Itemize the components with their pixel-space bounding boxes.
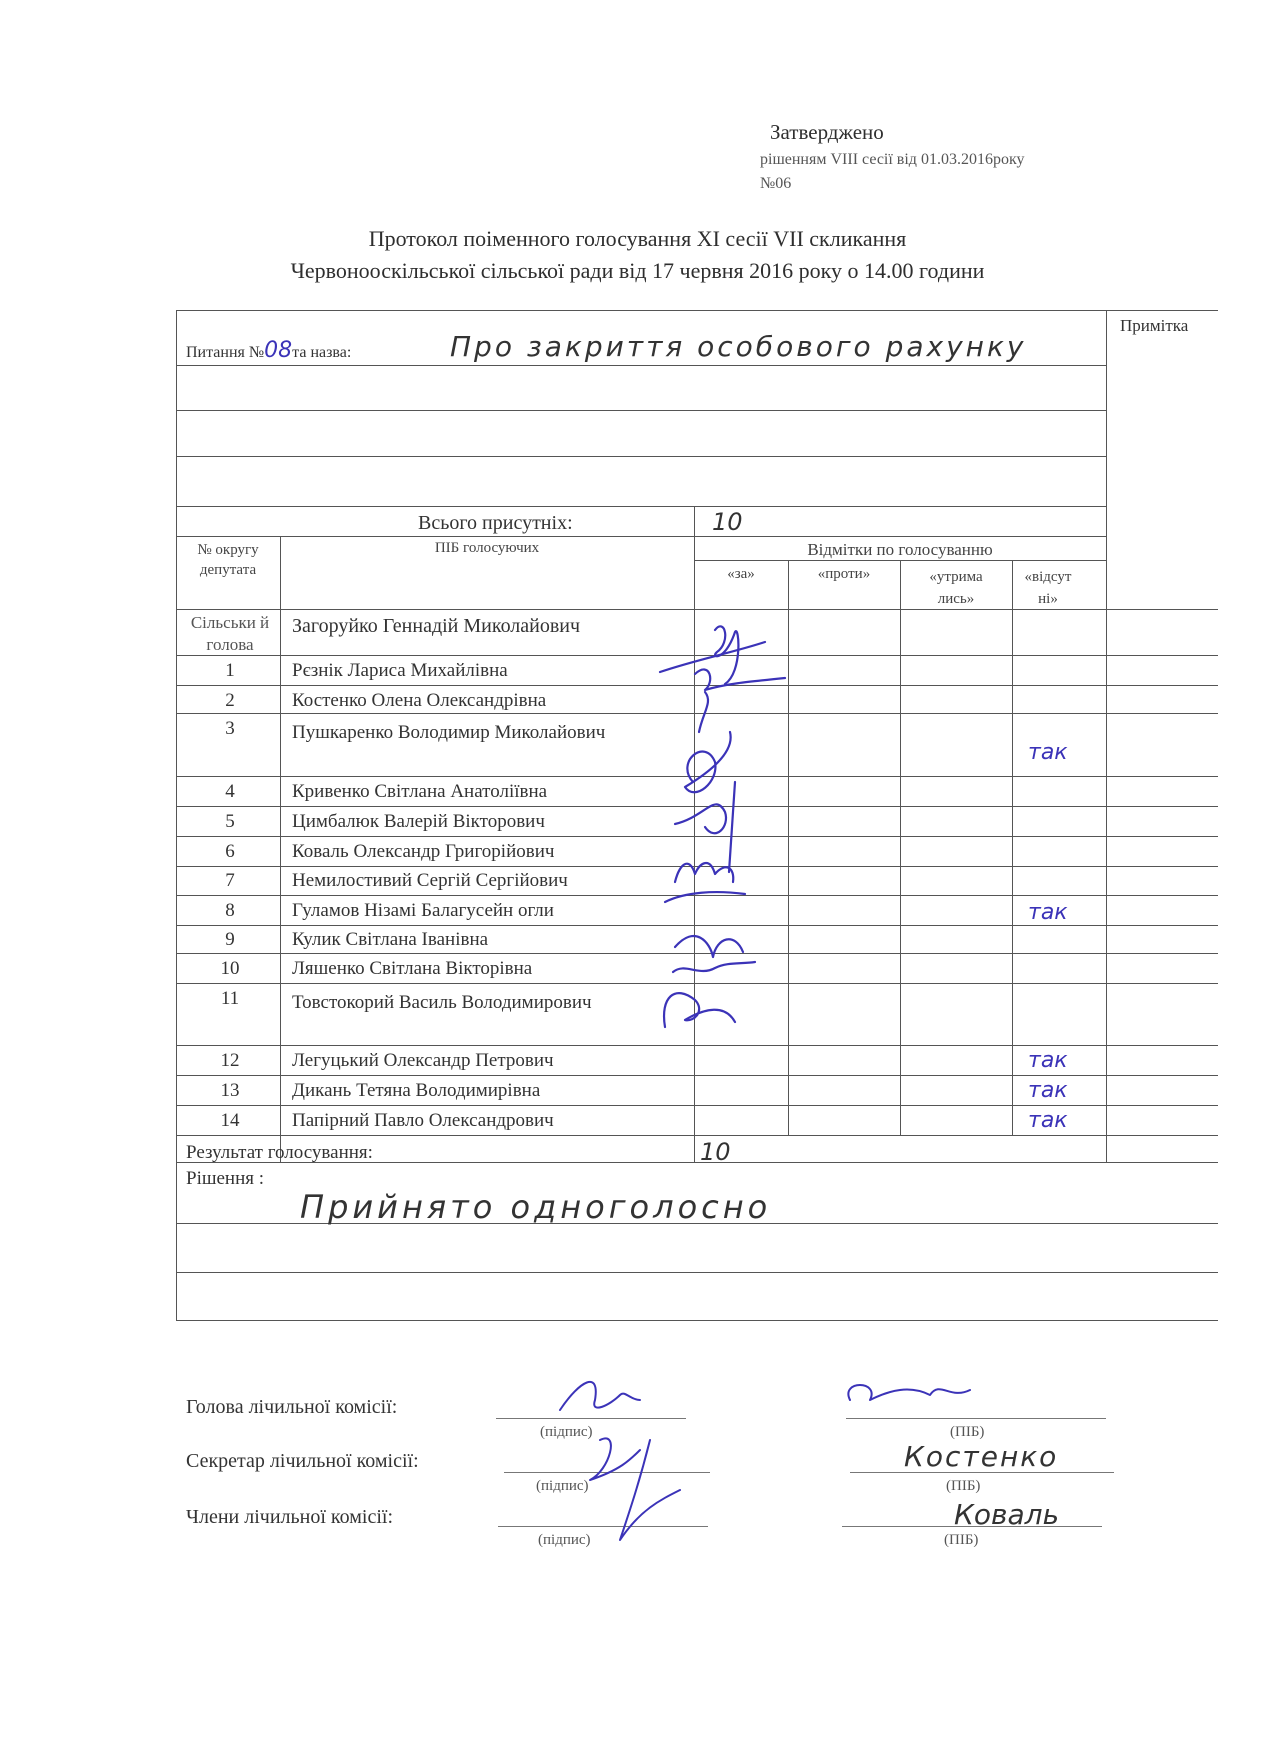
row-district: 12 bbox=[220, 1050, 240, 1071]
row-district: 1 bbox=[225, 660, 235, 681]
row-name: Товстокорий Василь Володимирович bbox=[292, 992, 592, 1013]
members-signature-caption: (підпис) bbox=[538, 1532, 591, 1548]
chair-signature-caption: (підпис) bbox=[540, 1424, 593, 1440]
rule bbox=[176, 536, 1106, 537]
row-district: 3 bbox=[225, 718, 235, 739]
approval-number: №06 bbox=[760, 175, 792, 192]
row-name: Дикань Тетяна Володимирівна bbox=[292, 1080, 541, 1101]
question-title: Про закриття особового рахунку bbox=[450, 330, 1027, 363]
question-label-suffix: та назва: bbox=[292, 344, 352, 361]
secretary-signature-caption: (підпис) bbox=[536, 1478, 589, 1494]
members-name: Коваль bbox=[954, 1498, 1060, 1531]
result-value: 10 bbox=[700, 1138, 731, 1166]
rule bbox=[176, 456, 1106, 457]
row-name: Рєзнік Лариса Михайлівна bbox=[292, 660, 508, 681]
absent-mark: так bbox=[1028, 1048, 1068, 1073]
row-name: Кривенко Світлана Анатоліївна bbox=[292, 781, 548, 802]
signature-mark bbox=[685, 732, 731, 792]
question-label bbox=[186, 338, 351, 363]
row-district: 13 bbox=[220, 1080, 240, 1101]
question-number: 08 bbox=[264, 338, 293, 363]
note-header: Примітка bbox=[1120, 316, 1189, 335]
rule bbox=[176, 310, 177, 1320]
rule bbox=[176, 506, 1106, 507]
row-name: Цимбалюк Валерій Вікторович bbox=[292, 811, 545, 832]
secretary-signature bbox=[590, 1438, 640, 1480]
members-name-caption: (ПІБ) bbox=[944, 1532, 979, 1548]
signature-mark bbox=[729, 782, 735, 872]
rule bbox=[176, 1075, 1218, 1076]
row-name: Костенко Олена Олександрівна bbox=[292, 690, 547, 711]
chair-name-signature bbox=[848, 1385, 970, 1400]
secretary-label: Секретар лічильної комісії: bbox=[186, 1450, 419, 1472]
rule bbox=[176, 1105, 1218, 1106]
row-district: 11 bbox=[220, 988, 240, 1009]
row-district: 5 bbox=[225, 811, 235, 832]
members-label: Члени лічильної комісії: bbox=[186, 1506, 394, 1528]
chair-label: Голова лічильної комісії: bbox=[186, 1396, 398, 1418]
question-label-prefix: Питання № bbox=[186, 344, 265, 361]
row-district: 14 bbox=[220, 1110, 240, 1131]
page-title: Протокол поіменного голосування XI сесії VII скликання bbox=[368, 226, 907, 251]
for-vote-signatures bbox=[655, 612, 805, 1032]
rule bbox=[176, 1135, 1218, 1136]
row-district: 8 bbox=[225, 900, 235, 921]
row-district: 7 bbox=[225, 870, 235, 891]
row-district: Сільськи й голова bbox=[190, 613, 270, 654]
row-district: 9 bbox=[225, 929, 235, 950]
row-name: Гуламов Нізамі Балагусейн огли bbox=[292, 900, 554, 921]
decision-label: Рішення : bbox=[186, 1168, 265, 1189]
result-label: Результат голосування: bbox=[186, 1142, 373, 1163]
rule bbox=[176, 365, 1106, 366]
attendance-value: 10 bbox=[712, 508, 743, 536]
secretary-name: Костенко bbox=[904, 1440, 1059, 1473]
rule bbox=[900, 560, 901, 1135]
row-name: Ляшенко Світлана Вікторівна bbox=[292, 958, 533, 979]
signature-mark bbox=[675, 863, 733, 882]
rule bbox=[1106, 310, 1107, 1162]
rule bbox=[176, 1272, 1218, 1273]
signature-mark bbox=[665, 892, 745, 902]
row-name: Немилостивий Сергій Сергійович bbox=[292, 870, 568, 891]
member-signature bbox=[620, 1440, 680, 1540]
decision-value: Прийнято одноголосно bbox=[300, 1188, 772, 1226]
signature-mark bbox=[660, 642, 765, 672]
chair-signature bbox=[560, 1382, 640, 1410]
row-district: 2 bbox=[225, 690, 235, 711]
signature-mark bbox=[675, 804, 726, 833]
page-subtitle: Червонооскільської сільської ради від 17 червня 2016 року о 14.00 години bbox=[290, 258, 985, 283]
absent-mark: так bbox=[1028, 1078, 1068, 1103]
attendance-label: Всього присутніх: bbox=[418, 512, 573, 534]
row-district: 4 bbox=[225, 781, 235, 802]
row-name: Легуцький Олександр Петрович bbox=[292, 1050, 554, 1071]
rule bbox=[176, 1045, 1218, 1046]
approval-title: Затверджено bbox=[770, 120, 884, 144]
table-top-border bbox=[176, 310, 1218, 311]
row-district: 6 bbox=[225, 841, 235, 862]
rule bbox=[1012, 560, 1013, 1135]
row-name: Кулик Світлана Іванівна bbox=[292, 929, 489, 950]
row-name: Коваль Олександр Григорійович bbox=[292, 841, 555, 862]
absent-mark: так bbox=[1028, 740, 1068, 765]
rule bbox=[176, 410, 1106, 411]
signature-mark bbox=[675, 936, 743, 957]
signature-mark bbox=[673, 962, 755, 972]
header-absent: «відсут ні» bbox=[1024, 569, 1072, 607]
table-bottom-border bbox=[176, 1320, 1218, 1321]
header-marks: Відмітки по голосуванню bbox=[807, 540, 993, 559]
row-district: 10 bbox=[220, 958, 240, 979]
signature-mark bbox=[664, 993, 735, 1027]
secretary-name-caption: (ПІБ) bbox=[946, 1478, 981, 1494]
approval-decision: рішенням VIII сесії від 01.03.2016року bbox=[760, 151, 1025, 168]
chair-name-caption: (ПІБ) bbox=[950, 1424, 985, 1440]
row-name: Пушкаренко Володимир Миколайович bbox=[292, 722, 606, 743]
commission-signatures bbox=[540, 1360, 1040, 1560]
signature-mark bbox=[695, 669, 785, 690]
signature-mark bbox=[699, 692, 708, 732]
header-against: «проти» bbox=[817, 566, 871, 582]
absent-mark: так bbox=[1028, 900, 1068, 925]
row-name: Папірний Павло Олександрович bbox=[292, 1110, 554, 1131]
row-name: Загоруйко Геннадій Миколайович bbox=[292, 615, 581, 637]
header-name: ПІБ голосуючих bbox=[434, 540, 540, 556]
header-for: «за» bbox=[727, 566, 755, 582]
absent-mark: так bbox=[1028, 1108, 1068, 1133]
header-abstained: «утрима лись» bbox=[929, 569, 983, 607]
header-district: № округу депутата bbox=[197, 542, 259, 578]
